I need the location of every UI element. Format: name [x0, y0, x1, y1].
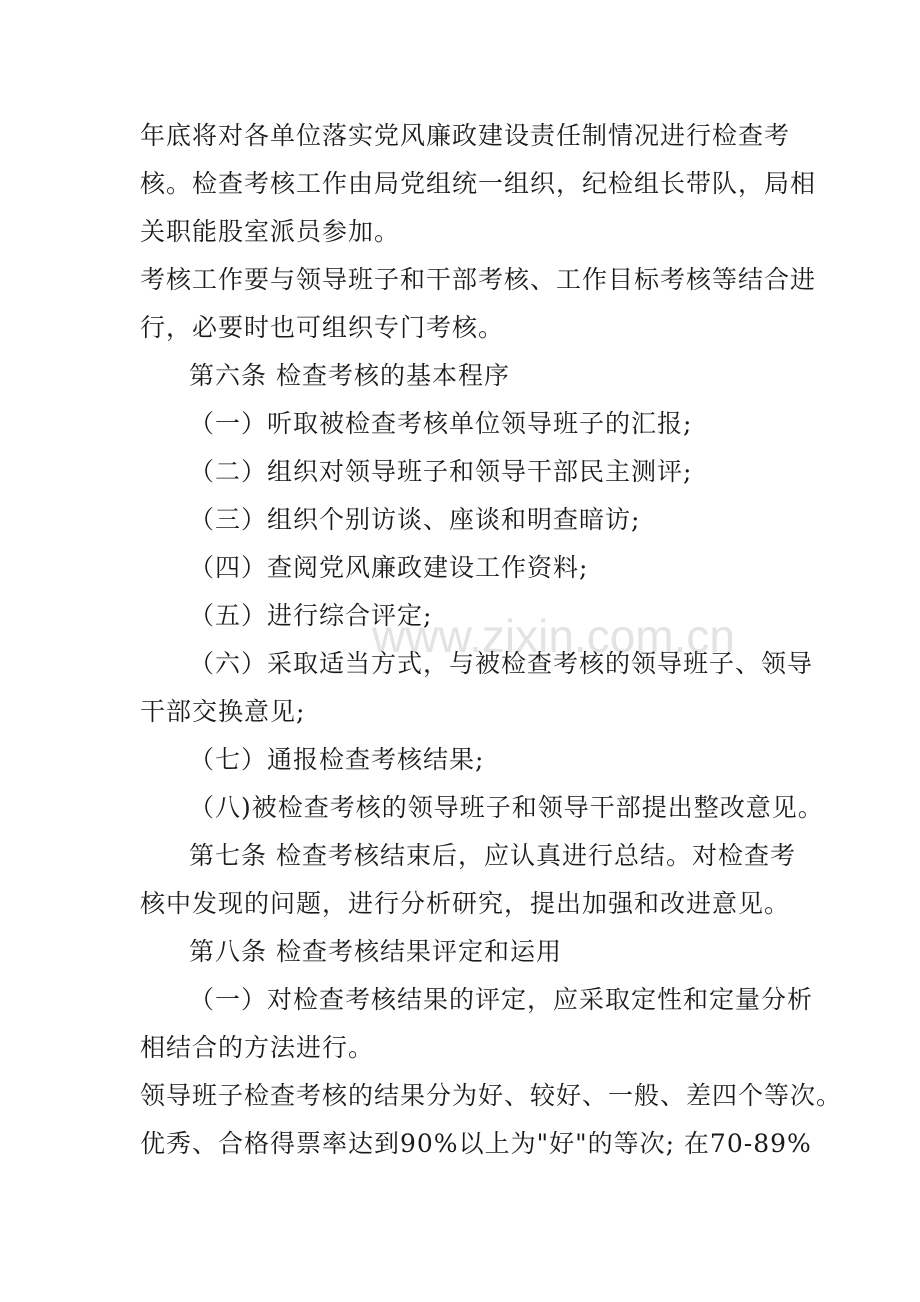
paragraph-line-5: 行，必要时也可组织专门考核。 — [140, 313, 505, 342]
paragraph-line-4: 考核工作要与领导班子和干部考核、工作目标考核等结合进 — [140, 265, 817, 294]
grading-paragraph-line-2: 优秀、合格得票率达到90%以上为"好"的等次; 在70-89% — [140, 1129, 812, 1158]
paragraph-line-2: 核。检查考核工作由局党组统一组织，纪检组长带队，局相 — [140, 169, 817, 198]
watermark-text: www.zixin.com.cn — [372, 610, 735, 662]
article-6-heading: 第六条 检查考核的基本程序 — [189, 361, 510, 390]
procedure-item-5: （五）进行综合评定; — [189, 601, 433, 630]
article-7-line-2: 核中发现的问题，进行分析研究，提出加强和改进意见。 — [140, 889, 791, 918]
procedure-item-1: （一）听取被检查考核单位领导班子的汇报; — [189, 409, 693, 438]
grading-paragraph-line-1: 领导班子检查考核的结果分为好、较好、一般、差四个等次。 — [140, 1081, 843, 1110]
procedure-item-2: （二）组织对领导班子和领导干部民主测评; — [189, 457, 693, 486]
paragraph-line-3: 关职能股室派员参加。 — [140, 217, 401, 246]
procedure-item-4: （四）查阅党风廉政建设工作资料; — [189, 553, 589, 582]
procedure-item-6: （六）采取适当方式，与被检查考核的领导班子、领导 — [189, 649, 814, 678]
article-8-heading: 第八条 检查考核结果评定和运用 — [189, 937, 562, 966]
evaluation-item-1: （一）对检查考核结果的评定，应采取定性和定量分析 — [189, 985, 814, 1014]
procedure-item-8: （八)被检查考核的领导班子和领导干部提出整改意见。 — [189, 793, 824, 822]
article-7-line-1: 第七条 检查考核结束后，应认真进行总结。对检查考 — [189, 841, 796, 870]
procedure-item-6-continued: 干部交换意见; — [140, 697, 306, 726]
paragraph-line-1: 年底将对各单位落实党风廉政建设责任制情况进行检查考 — [140, 121, 791, 150]
evaluation-item-1-continued: 相结合的方法进行。 — [140, 1033, 375, 1062]
procedure-item-7: （七）通报检查考核结果; — [189, 745, 485, 774]
procedure-item-3: （三）组织个别访谈、座谈和明查暗访; — [189, 505, 641, 534]
